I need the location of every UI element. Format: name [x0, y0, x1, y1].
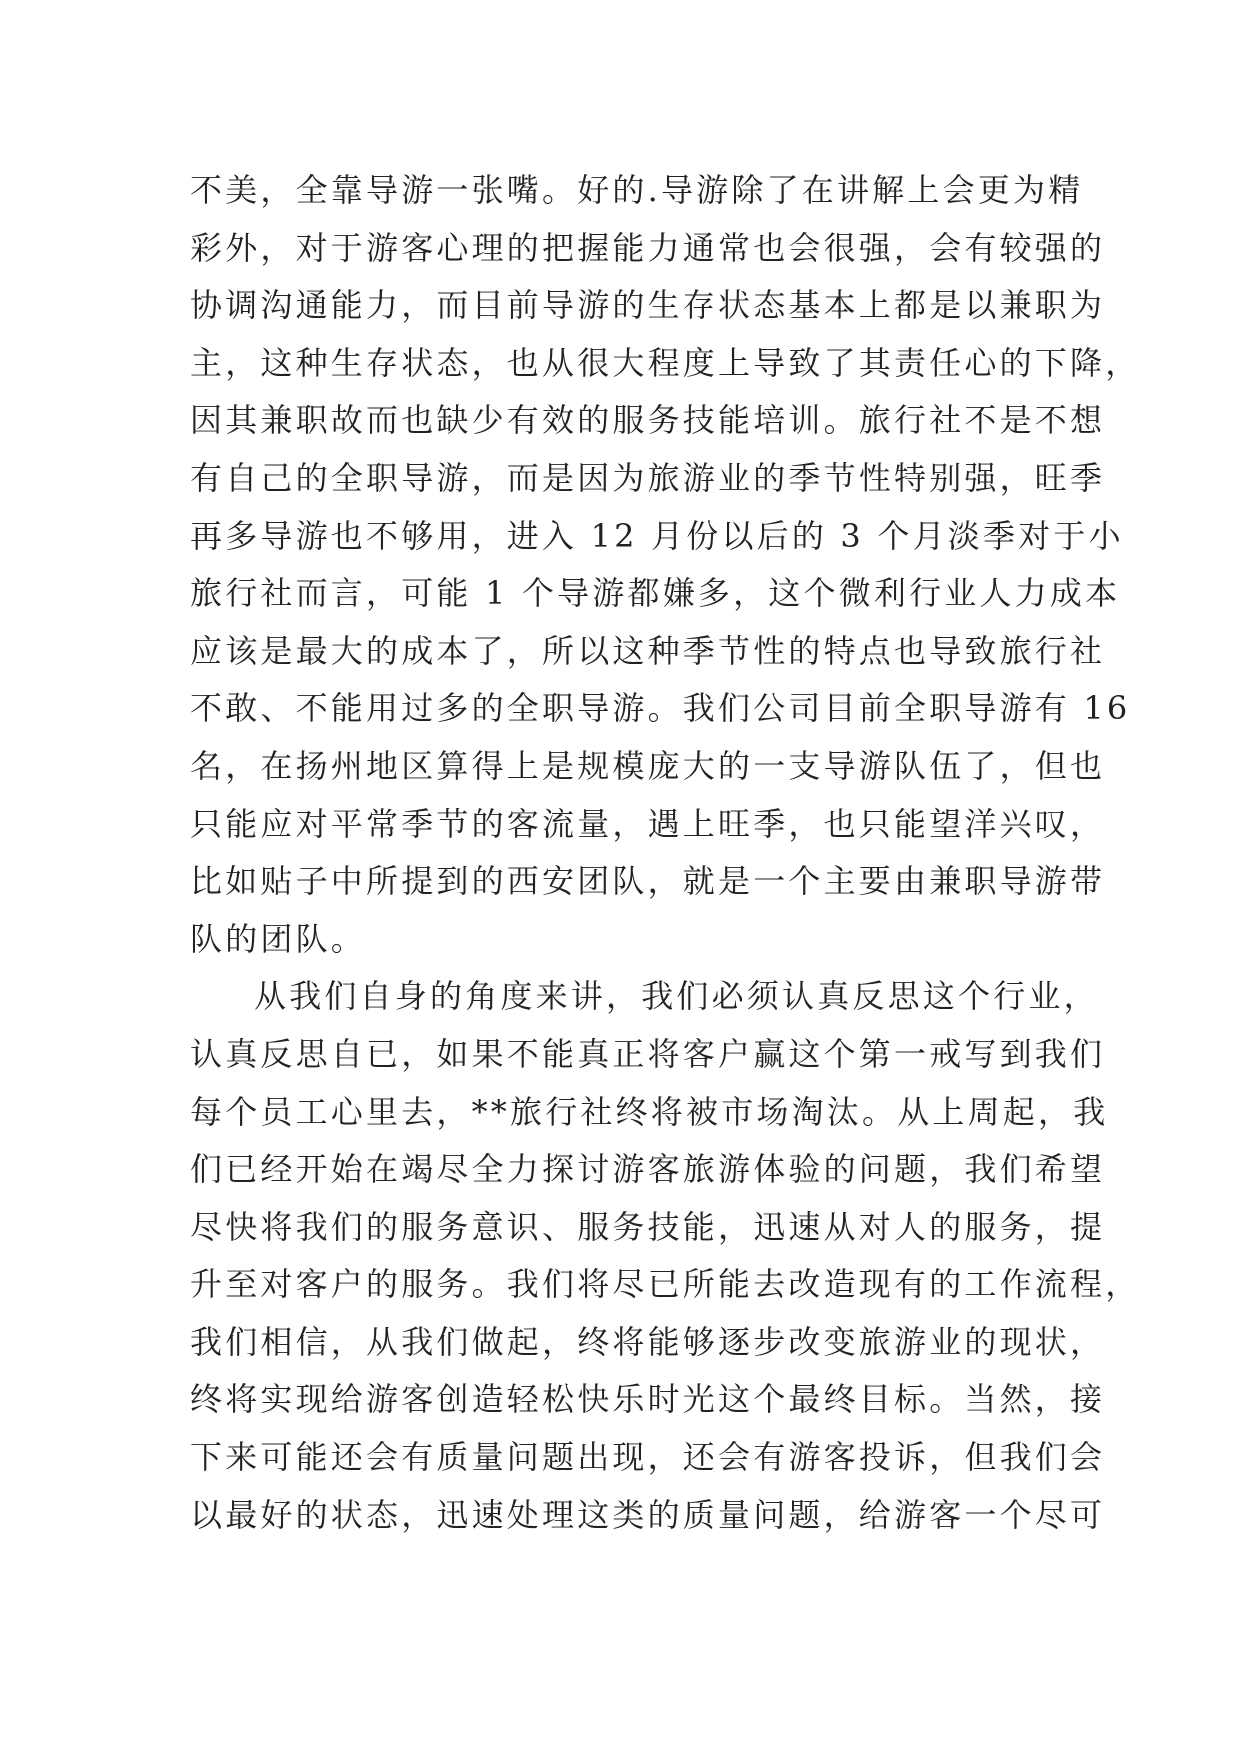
text-line: 因其兼职故而也缺少有效的服务技能培训。旅行社不是不想 — [190, 401, 1106, 440]
text-line: 再多导游也不够用，进入 12 月份以后的 3 个月淡季对于小 — [190, 516, 1124, 555]
text-line: 旅行社而言，可能 1 个导游都嫌多，这个微利行业人力成本 — [190, 574, 1121, 613]
paragraph-start-line: 从我们自身的角度来讲，我们必须认真反思这个行业， — [254, 977, 1099, 1016]
text-line: 终将实现给游客创造轻松快乐时光这个最终目标。当然，接 — [190, 1380, 1106, 1419]
text-line: 协调沟通能力，而目前导游的生存状态基本上都是以兼职为 — [190, 286, 1106, 325]
text-line: 认真反思自已，如果不能真正将客户赢这个第一戒写到我们 — [190, 1034, 1106, 1073]
text-line: 每个员工心里去，**旅行社终将被市场淘汰。从上周起，我 — [190, 1092, 1109, 1131]
text-line: 不美，全靠导游一张嘴。好的.导游除了在讲解上会更为精 — [190, 171, 1084, 209]
text-line: 们已经开始在竭尽全力探讨游客旅游体验的问题，我们希望 — [190, 1150, 1106, 1189]
text-line: 有自己的全职导游，而是因为旅游业的季节性特别强，旺季 — [190, 458, 1106, 497]
text-line: 彩外，对于游客心理的把握能力通常也会很强，会有较强的 — [190, 228, 1106, 267]
text-line: 主，这种生存状态，也从很大程度上导致了其责任心的下降， — [190, 343, 1141, 382]
text-line: 我们相信，从我们做起，终将能够逐步改变旅游业的现状， — [190, 1322, 1106, 1361]
text-line: 升至对客户的服务。我们将尽已所能去改造现有的工作流程， — [190, 1265, 1141, 1304]
text-line: 下来可能还会有质量问题出现，还会有游客投诉，但我们会 — [190, 1438, 1106, 1477]
text-line: 不敢、不能用过多的全职导游。我们公司目前全职导游有 16 — [190, 689, 1131, 728]
text-line: 只能应对平常季节的客流量，遇上旺季，也只能望洋兴叹， — [190, 804, 1106, 843]
body-text — [190, 162, 1141, 1544]
text-line: 名，在扬州地区算得上是规模庞大的一支导游队伍了，但也 — [190, 746, 1106, 785]
text-line: 以最好的状态，迅速处理这类的质量问题，给游客一个尽可 — [190, 1495, 1106, 1534]
text-line: 应该是最大的成本了，所以这种季节性的特点也导致旅行社 — [190, 631, 1106, 670]
text-line: 队的团队。 — [190, 919, 367, 958]
text-line: 尽快将我们的服务意识、服务技能，迅速从对人的服务，提 — [190, 1207, 1106, 1246]
text-line: 比如贴子中所提到的西安团队，就是一个主要由兼职导游带 — [190, 862, 1106, 901]
